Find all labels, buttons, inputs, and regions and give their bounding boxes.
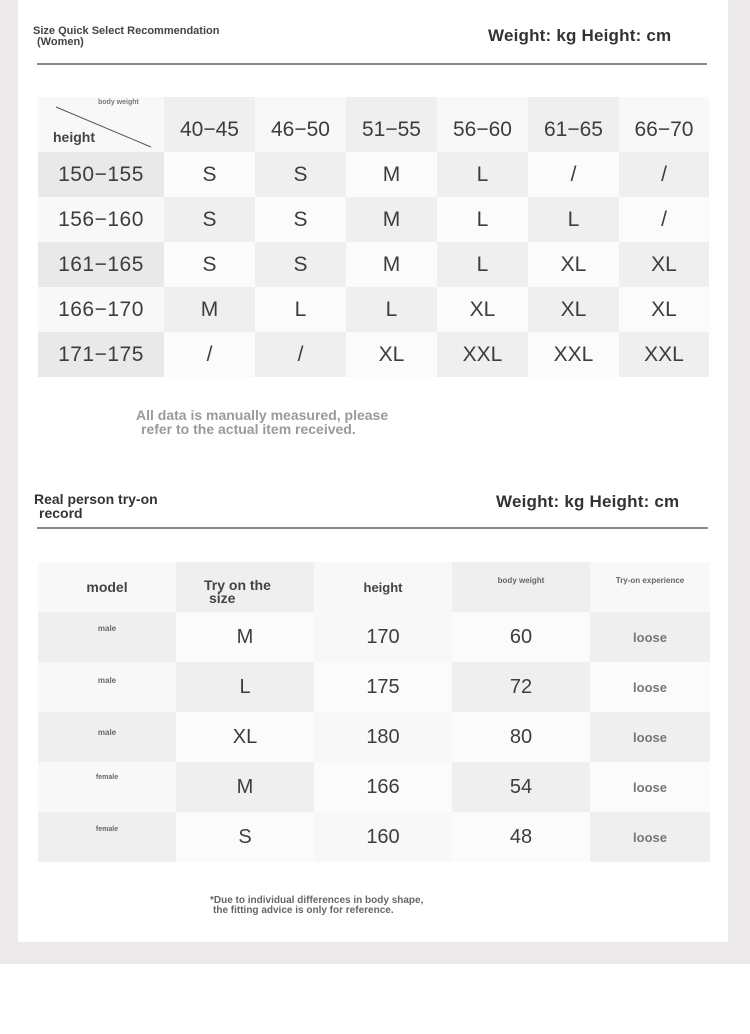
weight-header: body weight bbox=[452, 562, 590, 612]
height-header: height bbox=[314, 562, 452, 612]
height-range: 166−170 bbox=[38, 287, 164, 332]
tryon-size-cell: M bbox=[176, 762, 314, 812]
size-cell: S bbox=[164, 242, 255, 287]
tryon-size-cell: S bbox=[176, 812, 314, 862]
fitting-note-line2: the fitting advice is only for reference. bbox=[213, 905, 394, 916]
size-cell: XXL bbox=[528, 332, 619, 377]
size-cell: / bbox=[164, 332, 255, 377]
tryon-weight-cell: 48 bbox=[452, 812, 590, 862]
weight-header: 46−50 bbox=[255, 97, 346, 152]
tryon-table-row bbox=[38, 612, 710, 662]
tryon-weight-cell: 54 bbox=[452, 762, 590, 812]
tryon-height-cell: 180 bbox=[314, 712, 452, 762]
model-header: model bbox=[38, 562, 176, 612]
size-table-header-row bbox=[38, 97, 709, 152]
weight-header: 40−45 bbox=[164, 97, 255, 152]
tryon-size-cell: L bbox=[176, 662, 314, 712]
corner-weight-label: body weight bbox=[98, 99, 139, 106]
tryon-weight-cell: 72 bbox=[452, 662, 590, 712]
size-cell: XL bbox=[437, 287, 528, 332]
size-section-title-line2: (Women) bbox=[37, 36, 84, 48]
tryon-section-title-line1: Real person try-on bbox=[34, 491, 158, 507]
size-cell: XL bbox=[619, 287, 709, 332]
tryon-height-cell: 170 bbox=[314, 612, 452, 662]
height-range: 156−160 bbox=[38, 197, 164, 242]
size-header bbox=[176, 562, 314, 612]
size-cell: XXL bbox=[619, 332, 709, 377]
size-section-units: Weight: kg Height: cm bbox=[488, 26, 672, 45]
size-cell: L bbox=[346, 287, 437, 332]
size-cell: L bbox=[437, 242, 528, 287]
tryon-table bbox=[38, 562, 710, 862]
tryon-table-header-row bbox=[38, 562, 710, 612]
size-cell: M bbox=[346, 152, 437, 197]
tryon-section-divider bbox=[37, 527, 708, 529]
size-cell: M bbox=[346, 197, 437, 242]
measurement-note bbox=[136, 408, 388, 436]
tryon-table-row bbox=[38, 762, 710, 812]
page-bottom-strip bbox=[0, 964, 750, 1034]
size-cell: XL bbox=[619, 242, 709, 287]
size-cell: S bbox=[164, 197, 255, 242]
tryon-section-title-line2: record bbox=[39, 505, 83, 521]
size-cell: S bbox=[255, 152, 346, 197]
tryon-table-row bbox=[38, 812, 710, 862]
size-cell: S bbox=[255, 197, 346, 242]
model-cell: female bbox=[38, 762, 176, 812]
size-cell: S bbox=[255, 242, 346, 287]
size-cell: S bbox=[164, 152, 255, 197]
fitting-note bbox=[210, 896, 423, 916]
experience-header: Try-on experience bbox=[590, 562, 710, 612]
fitting-note-line1: *Due to individual differences in body shape, bbox=[210, 895, 424, 906]
size-cell: L bbox=[437, 152, 528, 197]
size-section-title-line1: Size Quick Select Recommendation bbox=[33, 25, 220, 37]
size-table bbox=[38, 97, 709, 377]
measurement-note-line2: refer to the actual item received. bbox=[141, 421, 356, 437]
height-range: 161−165 bbox=[38, 242, 164, 287]
size-cell: / bbox=[255, 332, 346, 377]
tryon-experience-cell: loose bbox=[590, 662, 710, 712]
measurement-note-line1: All data is manually measured, please bbox=[136, 407, 389, 423]
size-section-title bbox=[33, 26, 219, 48]
model-cell: male bbox=[38, 612, 176, 662]
model-cell: female bbox=[38, 812, 176, 862]
size-cell: M bbox=[346, 242, 437, 287]
weight-header: 66−70 bbox=[619, 97, 709, 152]
size-cell: / bbox=[619, 152, 709, 197]
weight-header: 56−60 bbox=[437, 97, 528, 152]
size-header-line2: size bbox=[209, 590, 236, 606]
size-header-line1: Try on the bbox=[204, 577, 271, 593]
size-cell: XL bbox=[346, 332, 437, 377]
tryon-height-cell: 166 bbox=[314, 762, 452, 812]
tryon-size-cell: XL bbox=[176, 712, 314, 762]
tryon-section-title bbox=[34, 492, 158, 520]
tryon-weight-cell: 80 bbox=[452, 712, 590, 762]
size-cell: XL bbox=[528, 242, 619, 287]
corner-height-label: height bbox=[53, 129, 95, 145]
size-table-row bbox=[38, 242, 709, 287]
size-cell: L bbox=[437, 197, 528, 242]
tryon-table-row bbox=[38, 712, 710, 762]
size-cell: XL bbox=[528, 287, 619, 332]
size-table-row bbox=[38, 197, 709, 242]
corner-cell bbox=[38, 97, 164, 152]
tryon-size-cell: M bbox=[176, 612, 314, 662]
size-cell: / bbox=[528, 152, 619, 197]
size-cell: L bbox=[528, 197, 619, 242]
size-cell: M bbox=[164, 287, 255, 332]
tryon-height-cell: 175 bbox=[314, 662, 452, 712]
tryon-experience-cell: loose bbox=[590, 762, 710, 812]
tryon-section-units: Weight: kg Height: cm bbox=[496, 492, 680, 511]
tryon-experience-cell: loose bbox=[590, 612, 710, 662]
size-table-row bbox=[38, 152, 709, 197]
tryon-experience-cell: loose bbox=[590, 712, 710, 762]
size-cell: XXL bbox=[437, 332, 528, 377]
height-range: 171−175 bbox=[38, 332, 164, 377]
tryon-height-cell: 160 bbox=[314, 812, 452, 862]
tryon-experience-cell: loose bbox=[590, 812, 710, 862]
size-cell: / bbox=[619, 197, 709, 242]
height-range: 150−155 bbox=[38, 152, 164, 197]
size-section-divider bbox=[37, 63, 707, 65]
weight-header: 61−65 bbox=[528, 97, 619, 152]
model-cell: male bbox=[38, 712, 176, 762]
size-cell: L bbox=[255, 287, 346, 332]
tryon-table-row bbox=[38, 662, 710, 712]
model-cell: male bbox=[38, 662, 176, 712]
weight-header: 51−55 bbox=[346, 97, 437, 152]
tryon-weight-cell: 60 bbox=[452, 612, 590, 662]
size-table-row bbox=[38, 332, 709, 377]
size-table-row bbox=[38, 287, 709, 332]
